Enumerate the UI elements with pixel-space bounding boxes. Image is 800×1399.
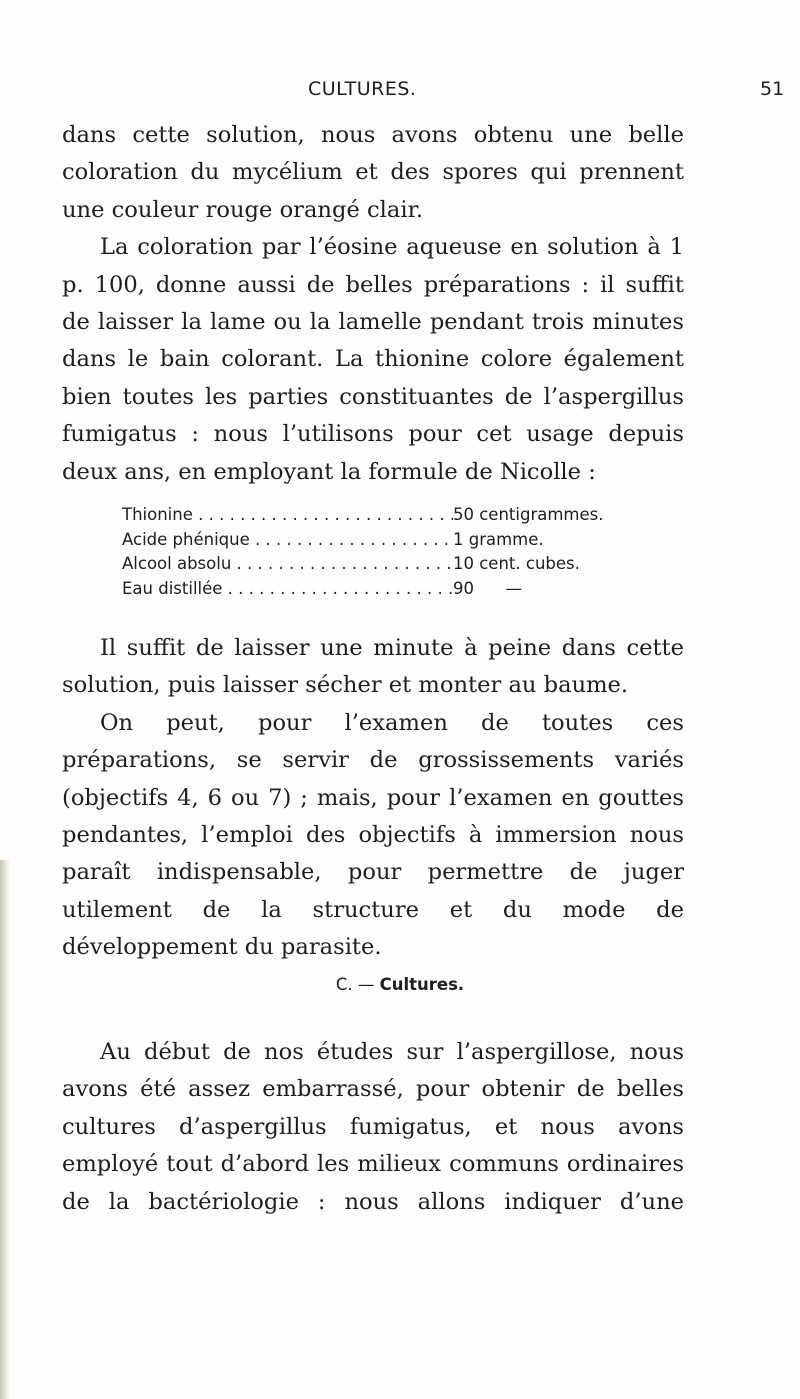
paragraph: La coloration par l’éosine aqueuse en solution à 1 p. 100, donne aussi de belles préparations : il suffit de laisser la lame ou la lamelle pendant trois minutes dans le bain colorant. La thionine colore également bien toutes les parties constituantes de l’aspergillus fumigatus : nous l’utilisons pour cet usage depuis deux ans, en employant la formule de Nicolle : [62,234,684,485]
recipe-quantity: 10 cent. cubes. [453,554,580,574]
recipe-table [122,503,622,601]
page-edge-shadow [0,860,10,1399]
recipe-ingredient: Eau distillée . . . [122,577,453,602]
recipe-ingredient: Acide phénique . . . [122,528,453,553]
recipe-row [122,503,622,528]
recipe-ingredient: Alcool absolu . . . [122,552,453,577]
section-heading [0,975,800,994]
paragraph: Au début de nos études sur l’aspergillose, nous avons été assez embarrassé, pour obtenir de belles cultures d’aspergillus fumigatus, et nous avons employé tout d’abord les milieux communs ordinaires de la bactériologie : nous allons indiquer d’une [62,1039,684,1215]
recipe-quantity: 50 centigrammes. [453,505,604,524]
recipe-row [122,577,622,602]
text-block-middle [62,630,684,967]
page-header [0,78,800,108]
paragraph: Il suffit de laisser une minute à peine dans cette solution, puis laisser sécher et monter au baume. [62,635,684,699]
text-block-top [62,117,684,491]
paragraph: dans cette solution, nous avons obtenu une belle coloration du mycélium et des spores qui prennent une couleur rouge orangé clair. [62,122,684,223]
section-prefix: C. — [335,975,380,994]
text-block-bottom [62,1034,684,1221]
recipe-row [122,528,622,553]
running-title: CULTURES. [308,78,417,100]
paragraph: On peut, pour l’examen de toutes ces préparations, se servir de grossissements variés (objectifs 4, 6 ou 7) ; mais, pour l’examen en gouttes pendantes, l’emploi des objectifs à immersion nous paraît indispensable, pour permettre de juger utilement de la structure et du mode de développement du parasite. [62,709,684,961]
recipe-row [122,552,622,577]
recipe-quantity: 90 — [453,578,522,598]
section-title: Cultures. [379,975,465,994]
page-number: 51 [760,78,785,100]
recipe-ingredient: Thionine . . . [122,503,453,528]
recipe-quantity: 1 gramme. [453,529,544,549]
